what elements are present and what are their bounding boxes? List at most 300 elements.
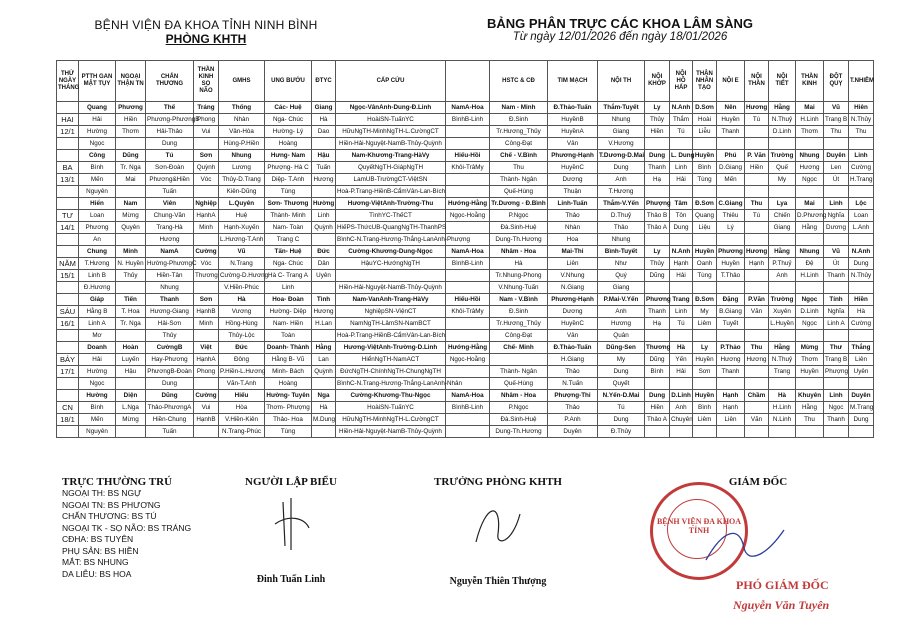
duty-cell: Thanh [717,366,745,378]
duty-cell: Hương [745,246,769,258]
duty-cell: HuyềnB [548,114,598,126]
duty-cell: Vân-Hòa [219,126,265,138]
column-header: NỘI TIẾT [769,61,796,102]
table-row [57,402,874,414]
preparer-name: Đinh Tuấn Linh [256,574,326,585]
duty-cell [745,378,769,390]
duty-cell: Linh [824,390,849,402]
duty-cell: Oanh [693,258,717,270]
head-name: Nguyễn Thiên Thượng [449,576,547,587]
duty-cell: Hương [717,354,745,366]
duty-cell: Dung [598,162,645,174]
duty-cell [849,234,874,246]
duty-cell: Thơm [796,354,824,366]
duty-cell: Bình [693,402,717,414]
duty-cell: Liễu [693,126,717,138]
duty-cell: Nam-VanAnh-Trang-HàVy [336,294,446,306]
duty-cell: Hương [745,102,769,114]
duty-cell: Sơn-Đoàn [146,162,194,174]
duty-cell [745,138,769,150]
duty-cell: Cường-Khương-Thu-Ngọc [336,390,446,402]
duty-cell: Hạnh [717,390,745,402]
head-signature-block [418,476,578,587]
duty-cell [745,222,769,234]
duty-cell: Hà [219,294,265,306]
duty-cell: Hà C- Trang A [265,270,312,282]
duty-cell: V.Hương [598,138,645,150]
day-cell [57,246,79,258]
duty-cell: Quyên [116,222,146,234]
table-row [57,126,874,138]
day-cell [57,342,79,354]
duty-cell: Thắng [849,342,874,354]
duty-cell: Huyền [693,354,717,366]
duty-cell: L.Nga [116,402,146,414]
duty-cell: H.Linh [796,114,824,126]
duty-cell: V.Hiền-Phúc [219,282,265,294]
duty-cell [745,186,769,198]
duty-cell: Tú [146,150,194,162]
duty-cell: Tr. Nga [116,318,146,330]
duty-cell: BìnhC-N.Trang-Hương-Thắng-LanAnh-Phượng [336,234,446,246]
duty-cell: Hằng [796,222,824,234]
duty-cell: Bình-Tuyết [598,246,645,258]
duty-cell: HuyềnC [548,318,598,330]
duty-cell: Thành- Minh [265,210,312,222]
duty-cell: Phương [79,222,116,234]
duty-cell: Nam-Khương-Trang-HàVy [336,150,446,162]
duty-cell: Tú [745,114,769,126]
duty-cell: NamA [146,246,194,258]
duty-cell [717,378,745,390]
duty-cell: Hương-ViệtAnh-Trường-Thu [336,198,446,210]
duty-cell [745,282,769,294]
duty-cell: HuyềnC [548,162,598,174]
column-header: T.NHIỄM [849,61,874,102]
duty-cell: Huyền [796,366,824,378]
duty-cell [670,234,693,246]
duty-cell: Khôi-TrâMy [446,162,490,174]
duty-cell: D.Linh [796,306,824,318]
duty-cell: Dương [824,222,849,234]
column-header: HSTC & CĐ [490,61,548,102]
duty-cell: HữuNgTH-MinhNgTH-L.CườngCT [336,414,446,426]
duty-cell: Doanh [79,342,116,354]
duty-cell [769,186,796,198]
duty-cell: Chung [79,246,116,258]
duty-cell: C.Giang [717,198,745,210]
duty-cell [745,234,769,246]
duty-cell: Quế-Hùng [490,378,548,390]
duty-cell: N.Thủy [849,114,874,126]
duty-cell: Dung [849,258,874,270]
duty-cell: HạnhA [194,210,219,222]
duty-cell [116,426,146,438]
duty-cell: Văn-T.Anh [219,378,265,390]
duty-cell [796,330,824,342]
duty-cell: H.Linh [796,270,824,282]
preparer-role: NGƯỜI LẬP BIỂU [245,476,337,488]
duty-cell: Thương [645,342,670,354]
duty-cell [717,330,745,342]
duty-cell: P. Văn [745,150,769,162]
duty-cell [446,426,490,438]
duty-cell: Hiền-Hải-Nguyệt-NamB-Thủy-Quỳnh [336,426,446,438]
table-row [57,414,874,426]
duty-cell [446,138,490,150]
duty-cell: Hải-Sơn [146,318,194,330]
duty-cell [849,282,874,294]
duty-cell [824,282,849,294]
duty-cell: Linh-Tuấn [548,198,598,210]
duty-cell: Hùng-P.Hiền [219,138,265,150]
day-cell: 12/1 [57,126,79,138]
day-cell [57,186,79,198]
duty-cell: Anh [769,270,796,282]
duty-cell: Linh [265,282,312,294]
duty-cell [336,270,446,282]
duty-cell: Vân [548,330,598,342]
day-cell [57,138,79,150]
duty-cell [116,330,146,342]
director-role: GIÁM ĐỐC [728,476,788,488]
duty-cell: Dung [146,378,194,390]
duty-cell: Chung-Văn [146,210,194,222]
column-header: CẤP CỨU [336,61,446,102]
duty-cell: Phương [116,102,146,114]
duty-cell: Dung [645,150,670,162]
duty-cell: Tr.Hương_Thủy [490,126,548,138]
duty-cell: Ngọc-Hoằng [446,210,490,222]
day-cell: 14/1 [57,222,79,234]
duty-cell: Hương-ViệtAnh-Trường-D.Linh [336,342,446,354]
duty-cell [693,426,717,438]
duty-cell: Phương-Hạnh [548,150,598,162]
duty-cell: Nhung [796,246,824,258]
duty-cell: Doanh- Thành [265,342,312,354]
table-row [57,330,874,342]
duty-cell: Đ.Thảo-Tuấn [548,342,598,354]
stamp-text: BỆNH VIỆN ĐA KHOA TỈNH [656,517,742,535]
table-row [57,378,874,390]
duty-cell: Vóc [194,174,219,186]
duty-cell: Vũ [824,102,849,114]
duty-cell: Bình [79,162,116,174]
duty-cell [645,330,670,342]
duty-cell [670,282,693,294]
duty-cell: Hay-Phương [146,354,194,366]
duty-cell: P.Thảo [717,342,745,354]
duty-cell: Mừng [796,342,824,354]
table-row [57,162,874,174]
duty-cell [312,378,336,390]
duty-cell: Tr.Dương - Đ.Bình [490,198,548,210]
duty-cell: Hằng [312,342,336,354]
column-header: NỘI E [717,61,745,102]
duty-cell: Dao [312,126,336,138]
duty-cell: Mai [116,174,146,186]
table-row [57,306,874,318]
table-row [57,102,874,114]
duty-cell: Hiền-Hải-Nguyệt-NamB-Thủy-Quỳnh [336,138,446,150]
column-header: ĐTYC [312,61,336,102]
duty-cell: Nguyên [79,426,116,438]
duty-cell: Anh [598,174,645,186]
duty-cell [717,138,745,150]
duty-cell: Dũng-Sen [598,342,645,354]
duty-cell: Phong [194,114,219,126]
duty-cell: Ngọc [79,378,116,390]
duty-cell: N.Thuỷ [769,354,796,366]
duty-cell: Tráng [194,102,219,114]
duty-cell: Tr. Nga [116,162,146,174]
duty-cell: Nghĩa [824,306,849,318]
column-header: THẬN NHÂN TẠO [693,61,717,102]
duty-cell [796,426,824,438]
column-header: NỘI HÔ HẤP [670,61,693,102]
duty-cell: Phương&Hiền [146,174,194,186]
duty-cell: Tình [312,294,336,306]
duty-cell: Dũng [645,354,670,366]
duty-cell: Thảo [548,402,598,414]
duty-cell: Cường [849,162,874,174]
duty-cell: Thu [745,198,769,210]
duty-cell: Liệu [693,222,717,234]
duty-cell: Thanh [645,306,670,318]
duty-cell: Cường-D.Hương [219,270,265,282]
duty-cell: Hiền-Tân [146,270,194,282]
duty-cell: Quỳnh [312,222,336,234]
duty-cell: Hiên [849,102,874,114]
duty-cell: Thanh [824,270,849,282]
duty-cell: Duyên [824,150,849,162]
duty-cell: Hoà-P.Trang-HiềnB-CẩmVân-Lan-Bích [336,186,446,198]
duty-cell: Uyên [312,270,336,282]
duty-cell: BìnhB-Linh [446,114,490,126]
duty-cell: D.Thuỷ [598,210,645,222]
duty-cell: Hường- Tuyên [265,390,312,402]
day-cell [57,294,79,306]
duty-cell: Thiêu [717,210,745,222]
duty-cell: Lan [312,354,336,366]
duty-cell: Thơm [116,126,146,138]
duty-cell: Đ.Thủy [598,426,645,438]
duty-cell: Bình [645,366,670,378]
duty-cell: T.Hương [598,186,645,198]
duty-cell: Bình [79,402,116,414]
duty-cell: Đức [219,342,265,354]
duty-cell: Loan [849,210,874,222]
duty-cell: Linh A [79,318,116,330]
duty-cell: Công-Đạt [490,330,548,342]
duty-cell: Thanh [824,414,849,426]
duty-cell: Hướng-Hằng [446,342,490,354]
table-header-row [57,61,874,102]
column-header: CHẤN THƯƠNG [146,61,194,102]
duty-cell: Trang [769,366,796,378]
column-header: NỘI THẦN [745,61,769,102]
duty-cell: Hoa [548,234,598,246]
day-cell [57,330,79,342]
duty-cell: Mến [79,174,116,186]
duty-cell: Hoà-P.Trang-HiềnB-CẩmVân-Lan-Bích [336,330,446,342]
duty-cell [446,186,490,198]
duty-cell: Nhung [598,114,645,126]
duty-cell: Vũ [219,246,265,258]
duty-cell: Thủy-Lộc [219,330,265,342]
day-cell [57,102,79,114]
duty-cell: Út [824,174,849,186]
preparer-signature-block [226,476,356,585]
duty-cell [670,426,693,438]
duty-cell: N.Thuỷ [769,114,796,126]
duty-cell: Hường [79,390,116,402]
duty-cell: Hà [849,306,874,318]
duty-cell: Hiển [79,198,116,210]
duty-cell: NamA-Hoa [446,246,490,258]
duty-cell [116,138,146,150]
duty-cell [824,426,849,438]
duty-cell: Khôi-TrâMy [446,306,490,318]
duty-cell: Thanh [146,294,194,306]
duty-cell: Thảo B [645,210,670,222]
duty-cell: Linh A [824,318,849,330]
duty-cell: HiểnNgTH-NamACT [336,354,446,366]
duty-cell: Hiền [116,114,146,126]
duty-cell [745,330,769,342]
duty-cell: Thanh [717,126,745,138]
duty-cell: V.Hiền-Kiên [219,414,265,426]
duty-cell: N.Linh [769,414,796,426]
duty-cell: N.Anh [670,246,693,258]
duty-cell [446,282,490,294]
duty-cell: Hạ [645,174,670,186]
duty-cell: Hiếu-Hồi [446,294,490,306]
duty-cell: Hạnh [670,258,693,270]
table-row [57,198,874,210]
duty-cell: D.Linh [670,390,693,402]
duty-cell: D.Sơn [693,102,717,114]
duty-cell: Nhâm - Hoa [490,390,548,402]
duty-cell [490,354,548,366]
duty-cell: Nhâm - Hoa [490,246,548,258]
duty-cell: HoàiSN-TuấnYC [336,114,446,126]
duty-cell: Nên [717,102,745,114]
duty-cell: Thu [745,342,769,354]
duty-cell: Quỳnh [312,366,336,378]
duty-cell: Hải-Thảo [146,126,194,138]
duty-cell: HữuNgTH-MinhNgTH-L.CườngCT [336,126,446,138]
duty-cell [116,282,146,294]
duty-cell: Lý [717,222,745,234]
duty-cell: Trang [670,294,693,306]
duty-cell: Lương [219,162,265,174]
duty-cell: Huyền [717,114,745,126]
duty-cell: B.Giang [717,306,745,318]
duty-cell [745,174,769,186]
duty-cell [849,138,874,150]
duty-cell [824,186,849,198]
duty-cell: Tùng [693,174,717,186]
duty-cell [824,378,849,390]
duty-cell: Thương [194,270,219,282]
column-header: THẦN KINH SỌ NÃO [194,61,219,102]
on-call-title: TRỰC THƯỜNG TRÚ [62,476,173,488]
deputy-director-title: PHÓ GIÁM ĐỐC [736,578,829,592]
duty-cell: Đ.Sinh [490,306,548,318]
head-signature [468,494,528,554]
duty-cell: Trang-Hà [146,222,194,234]
duty-cell: Quế [769,162,796,174]
duty-cell: HiếPS-ThứcUB-QuangNgTH-ThanhPS [336,222,446,234]
duty-cell [717,426,745,438]
duty-cell [446,174,490,186]
duty-cell: Hường [312,198,336,210]
duty-cell: L.Quyên [219,198,265,210]
duty-cell: D.Giang [717,162,745,174]
duty-cell: Ngọc [796,294,824,306]
day-cell: 16/1 [57,318,79,330]
duty-cell: Phương-PhươngB [146,114,194,126]
duty-cell: Dung [598,366,645,378]
duty-cell: Thế [146,102,194,114]
duty-cell: Ngọc [824,402,849,414]
duty-cell [312,186,336,198]
table-row [57,390,874,402]
duty-cell [446,366,490,378]
duty-cell: BìnhC-N.Trang-Hương-Thắng-LanAnh-Nhân [336,378,446,390]
day-cell: 13/1 [57,174,79,186]
duty-cell: P.Hiền-L.Hương [219,366,265,378]
duty-cell [194,378,219,390]
duty-cell: Thắm-Tuyết [598,102,645,114]
duty-cell: Phương-Hạnh [548,294,598,306]
duty-cell: Hà [670,342,693,354]
duty-cell: Giáp [79,294,116,306]
table-row [57,258,874,270]
on-call-line: NGOẠI TK - SỌ NÃO: BS TRÁNG [62,522,192,533]
duty-cell [645,138,670,150]
duty-cell: Hương [312,174,336,186]
duty-cell: Chuyên [670,414,693,426]
day-cell: NĂM [57,258,79,270]
duty-cell: Phượng- Hà C [265,162,312,174]
duty-cell: Hiền-Hải-Nguyệt-NamB-Thủy-Quỳnh [336,282,446,294]
table-row [57,186,874,198]
duty-cell: Hà [312,114,336,126]
duty-cell: Hằng [796,402,824,414]
duty-cell: Trang B [824,114,849,126]
duty-cell [824,138,849,150]
duty-cell: Dũng [116,150,146,162]
duty-cell: Dung-Th.Hương [490,426,548,438]
duty-cell: Uyên [849,366,874,378]
duty-cell: Vui [194,402,219,414]
duty-cell: NghiệpSN-ViệnCT [336,306,446,318]
duty-cell: Hải [670,270,693,282]
duty-cell: Giang [769,222,796,234]
duty-cell: Nhung [219,150,265,162]
duty-cell: L. Dung [670,150,693,162]
duty-cell: Liên [548,258,598,270]
table-row [57,318,874,330]
duty-cell: Viên [146,198,194,210]
duty-cell: Thắm [670,114,693,126]
table-row [57,174,874,186]
duty-cell: Tú [598,402,645,414]
duty-cell: Minh [194,222,219,234]
duty-cell: Dương [548,174,598,186]
